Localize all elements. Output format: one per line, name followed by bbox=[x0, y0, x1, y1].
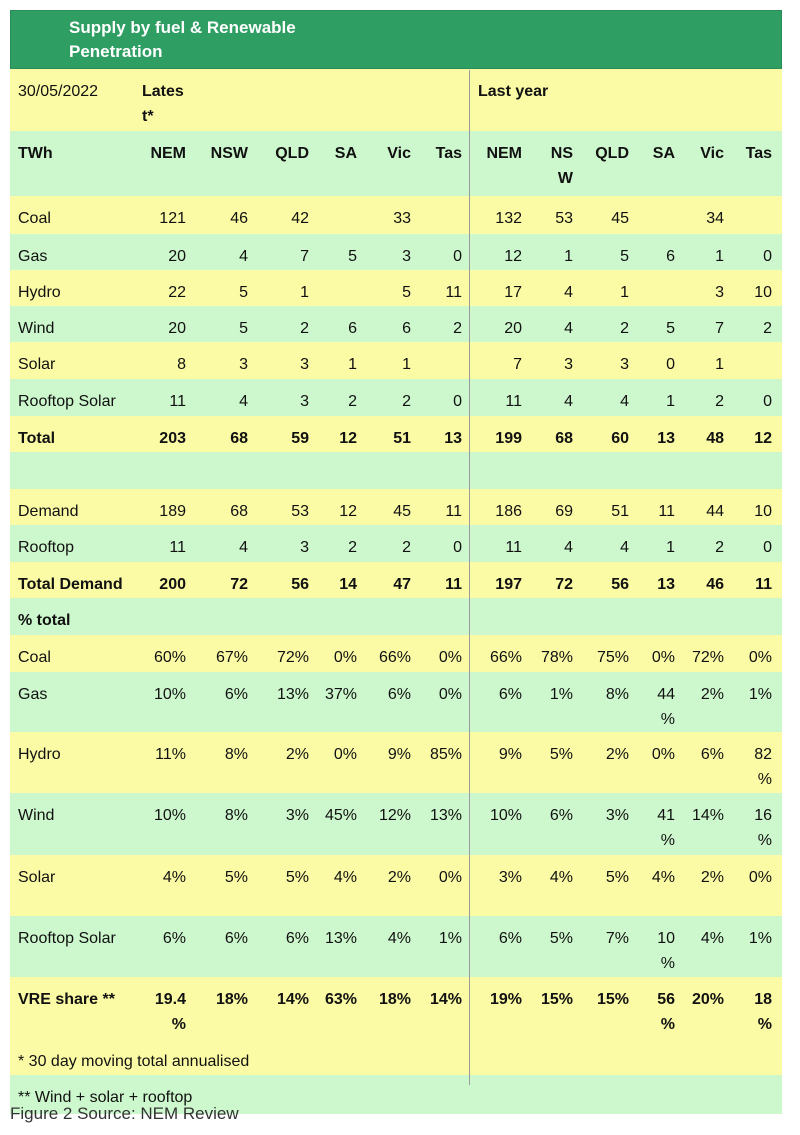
table-body bbox=[10, 69, 782, 1114]
table-cell: 56 % bbox=[657, 991, 675, 1033]
table-cell: 0% bbox=[748, 869, 772, 886]
table-cell: 45 bbox=[611, 210, 629, 227]
table-cell: 7 bbox=[300, 248, 309, 265]
table-cell: 2 bbox=[715, 393, 724, 410]
table-cell: 4 bbox=[564, 539, 573, 556]
table-cell: 19% bbox=[489, 991, 522, 1008]
table-cell: 2 bbox=[300, 320, 309, 337]
table-cell: 4 bbox=[239, 248, 248, 265]
table-cell: 0 bbox=[763, 539, 772, 556]
table-cell: 45 bbox=[393, 503, 411, 520]
table-cell: 19.4 % bbox=[154, 991, 186, 1033]
table-cell: 13 bbox=[444, 430, 462, 447]
table-cell: 5 bbox=[348, 248, 357, 265]
table-cell: 4% bbox=[651, 869, 675, 886]
table-cell: 3% bbox=[498, 869, 522, 886]
table-cell: 4 bbox=[564, 393, 573, 410]
table-cell: 0% bbox=[333, 649, 357, 666]
table-cell: 2% bbox=[700, 686, 724, 703]
table-cell: 4 bbox=[620, 539, 629, 556]
table-cell: 72% bbox=[691, 649, 724, 666]
table-cell: 6 bbox=[402, 320, 411, 337]
table-cell: 0% bbox=[438, 649, 462, 666]
table-cell: 11 bbox=[169, 539, 186, 556]
column-header: Vic bbox=[387, 145, 411, 162]
table-cell: 4% bbox=[549, 869, 573, 886]
table-row bbox=[10, 342, 782, 379]
column-header: NEM bbox=[150, 145, 186, 162]
table-cell: 6% bbox=[285, 930, 309, 947]
table-cell: 2% bbox=[387, 869, 411, 886]
table-cell: 17 bbox=[504, 284, 522, 301]
table-cell: 3 bbox=[300, 356, 309, 373]
table-cell: 34 bbox=[706, 210, 724, 227]
table-cell: 2% bbox=[605, 746, 629, 763]
table-cell: 12 bbox=[339, 503, 357, 520]
header-row bbox=[10, 69, 782, 131]
row-label: Solar bbox=[18, 356, 56, 373]
figure-caption: Figure 2 Source: NEM Review bbox=[10, 1104, 239, 1123]
table-cell: 7 bbox=[715, 320, 724, 337]
table-cell: 3% bbox=[285, 807, 309, 824]
table-cell: 0% bbox=[438, 686, 462, 703]
column-header: QLD bbox=[275, 145, 309, 162]
table-cell: 2 bbox=[348, 539, 357, 556]
row-label: Demand bbox=[18, 503, 79, 520]
table-cell: 6% bbox=[700, 746, 724, 763]
table-row bbox=[10, 452, 782, 489]
table-cell: 46 bbox=[230, 210, 248, 227]
column-divider bbox=[469, 70, 470, 1085]
table-cell: 10 bbox=[754, 503, 772, 520]
table-cell: 2 bbox=[402, 539, 411, 556]
table-cell: 8% bbox=[224, 807, 248, 824]
table-cell: 0% bbox=[651, 746, 675, 763]
table-cell: 0 bbox=[453, 393, 462, 410]
table-cell: 15% bbox=[540, 991, 573, 1008]
table-cell: 37% bbox=[324, 686, 357, 703]
footnote: * 30 day moving total annualised bbox=[18, 1053, 250, 1070]
table-cell: 14% bbox=[429, 991, 462, 1008]
table-cell: 53 bbox=[291, 503, 309, 520]
table-cell: 44 % bbox=[657, 686, 675, 728]
table-cell: 5% bbox=[605, 869, 629, 886]
table-cell: 0% bbox=[748, 649, 772, 666]
table-cell: 1 bbox=[402, 356, 411, 373]
table-row bbox=[10, 489, 782, 525]
table-row bbox=[10, 306, 782, 342]
table-cell: 5% bbox=[549, 930, 573, 947]
table-cell: 4% bbox=[700, 930, 724, 947]
table-cell: 14 bbox=[339, 576, 357, 593]
table-cell: 11 bbox=[445, 284, 462, 301]
table-cell: 4 bbox=[239, 539, 248, 556]
row-label: Coal bbox=[18, 649, 51, 666]
table-cell: 66% bbox=[378, 649, 411, 666]
table-cell: 59 bbox=[291, 430, 309, 447]
table-cell: 0% bbox=[651, 649, 675, 666]
table-row bbox=[10, 416, 782, 452]
row-label: Rooftop Solar bbox=[18, 393, 116, 410]
table-title-bar bbox=[10, 10, 782, 69]
column-header: NS W bbox=[550, 145, 573, 187]
table-cell: 44 bbox=[706, 503, 724, 520]
footnote: ** Wind + solar + rooftop bbox=[18, 1089, 193, 1106]
footnote-row bbox=[10, 1039, 782, 1075]
column-header: NSW bbox=[210, 145, 248, 162]
table-row bbox=[10, 234, 782, 270]
table-row bbox=[10, 855, 782, 916]
table-cell: 51 bbox=[393, 430, 411, 447]
table-cell: 14% bbox=[691, 807, 724, 824]
table-cell: 3 bbox=[564, 356, 573, 373]
table-cell: 200 bbox=[159, 576, 186, 593]
table-cell: 85% bbox=[429, 746, 462, 763]
table-row bbox=[10, 379, 782, 416]
table-cell: 8% bbox=[605, 686, 629, 703]
table-cell: 3 bbox=[620, 356, 629, 373]
table-cell: 6% bbox=[498, 686, 522, 703]
row-label: Rooftop bbox=[18, 539, 75, 556]
table-cell: 1% bbox=[549, 686, 573, 703]
table-cell: 66% bbox=[489, 649, 522, 666]
row-label: Rooftop Solar bbox=[18, 930, 116, 947]
table-cell: 7% bbox=[605, 930, 629, 947]
table-cell: 2% bbox=[285, 746, 309, 763]
table-cell: 82 % bbox=[754, 746, 772, 788]
table-cell: 53 bbox=[555, 210, 573, 227]
table-cell: 1 bbox=[564, 248, 573, 265]
table-cell: 121 bbox=[159, 210, 186, 227]
table-cell: 6% bbox=[498, 930, 522, 947]
table-cell: 197 bbox=[495, 576, 522, 593]
table-cell: 5% bbox=[285, 869, 309, 886]
table-row bbox=[10, 793, 782, 855]
table-cell: 11 bbox=[505, 393, 522, 410]
table-cell: 5% bbox=[549, 746, 573, 763]
table-cell: 0% bbox=[333, 746, 357, 763]
table-cell: 6% bbox=[224, 930, 248, 947]
table-cell: 1 bbox=[300, 284, 309, 301]
table-cell: 47 bbox=[393, 576, 411, 593]
table-cell: 68 bbox=[230, 503, 248, 520]
last-year-label: Last year bbox=[478, 83, 549, 100]
table-cell: 78% bbox=[540, 649, 573, 666]
table-cell: 15% bbox=[596, 991, 629, 1008]
table-cell: 14% bbox=[276, 991, 309, 1008]
table-cell: 10% bbox=[489, 807, 522, 824]
table-row bbox=[10, 598, 782, 635]
table-cell: 1 bbox=[620, 284, 629, 301]
table-cell: 2% bbox=[700, 869, 724, 886]
table-cell: 1 bbox=[715, 248, 724, 265]
table-cell: 60% bbox=[153, 649, 186, 666]
table-cell: 13% bbox=[276, 686, 309, 703]
table-cell: 42 bbox=[291, 210, 309, 227]
table-cell: 18 % bbox=[754, 991, 772, 1033]
table-cell: 20 bbox=[504, 320, 522, 337]
table-cell: 13 bbox=[657, 576, 675, 593]
table-cell: 5 bbox=[239, 320, 248, 337]
latest-label: Lates t* bbox=[142, 83, 184, 125]
row-label: Wind bbox=[18, 807, 55, 824]
table-cell: 10 bbox=[754, 284, 772, 301]
table-cell: 5 bbox=[402, 284, 411, 301]
table-cell: 6% bbox=[162, 930, 186, 947]
table-cell: 12 bbox=[339, 430, 357, 447]
units-label: TWh bbox=[18, 145, 53, 162]
row-label: VRE share ** bbox=[18, 991, 115, 1008]
table-cell: 4 bbox=[564, 320, 573, 337]
table-cell: 41 % bbox=[657, 807, 675, 849]
table-cell: 20 bbox=[168, 320, 186, 337]
table-row bbox=[10, 916, 782, 977]
table-cell: 72 bbox=[230, 576, 248, 593]
table-cell: 11 bbox=[445, 576, 462, 593]
table-row bbox=[10, 525, 782, 562]
table-cell: 11 bbox=[169, 393, 186, 410]
row-label: Gas bbox=[18, 248, 48, 265]
table-cell: 33 bbox=[393, 210, 411, 227]
table-cell: 11 bbox=[658, 503, 675, 520]
table-cell: 45% bbox=[324, 807, 357, 824]
table-cell: 11 bbox=[755, 576, 772, 593]
supply-table bbox=[10, 10, 782, 1114]
table-cell: 22 bbox=[168, 284, 186, 301]
table-cell: 1% bbox=[748, 686, 772, 703]
table-cell: 10% bbox=[153, 686, 186, 703]
column-header: QLD bbox=[595, 145, 629, 162]
table-cell: 4 bbox=[239, 393, 248, 410]
row-label: Total Demand bbox=[18, 576, 123, 593]
table-row bbox=[10, 196, 782, 234]
table-cell: 2 bbox=[715, 539, 724, 556]
table-cell: 0% bbox=[438, 869, 462, 886]
table-cell: 0 bbox=[763, 393, 772, 410]
table-cell: 0 bbox=[666, 356, 675, 373]
row-label: Solar bbox=[18, 869, 56, 886]
table-row bbox=[10, 635, 782, 672]
table-cell: 3 bbox=[300, 539, 309, 556]
table-cell: 72 bbox=[555, 576, 573, 593]
table-cell: 199 bbox=[495, 430, 522, 447]
table-cell: 16 % bbox=[754, 807, 772, 849]
table-cell: 2 bbox=[620, 320, 629, 337]
table-cell: 9% bbox=[498, 746, 522, 763]
table-cell: 3 bbox=[239, 356, 248, 373]
table-cell: 1 bbox=[715, 356, 724, 373]
date-label: 30/05/2022 bbox=[18, 83, 99, 100]
table-cell: 5 bbox=[666, 320, 675, 337]
table-cell: 12 bbox=[754, 430, 772, 447]
table-cell: 4 bbox=[564, 284, 573, 301]
table-cell: 3% bbox=[605, 807, 629, 824]
table-cell: 0 bbox=[453, 248, 462, 265]
table-cell: 5% bbox=[224, 869, 248, 886]
table-cell: 9% bbox=[387, 746, 411, 763]
table-cell: 7 bbox=[513, 356, 522, 373]
table-cell: 3 bbox=[300, 393, 309, 410]
row-label: Coal bbox=[18, 210, 51, 227]
table-cell: 12% bbox=[378, 807, 411, 824]
table-cell: 4% bbox=[162, 869, 186, 886]
table-cell: 4% bbox=[387, 930, 411, 947]
table-cell: 2 bbox=[348, 393, 357, 410]
column-header-row bbox=[10, 131, 782, 196]
table-row bbox=[10, 270, 782, 306]
table-cell: 56 bbox=[291, 576, 309, 593]
row-label: Total bbox=[18, 430, 56, 447]
table-cell: 60 bbox=[611, 430, 629, 447]
table-cell: 4 bbox=[620, 393, 629, 410]
table-cell: 18% bbox=[215, 991, 248, 1008]
table-cell: 1 bbox=[348, 356, 357, 373]
table-cell: 10% bbox=[153, 807, 186, 824]
table-row bbox=[10, 977, 782, 1039]
column-header: Vic bbox=[700, 145, 724, 162]
table-cell: 2 bbox=[453, 320, 462, 337]
table-cell: 46 bbox=[706, 576, 724, 593]
table-cell: 11% bbox=[155, 746, 186, 763]
table-cell: 20% bbox=[691, 991, 724, 1008]
table-cell: 1% bbox=[748, 930, 772, 947]
table-cell: 48 bbox=[706, 430, 724, 447]
table-cell: 6% bbox=[387, 686, 411, 703]
table-cell: 68 bbox=[555, 430, 573, 447]
table-cell: 13% bbox=[324, 930, 357, 947]
table-cell: 13 bbox=[657, 430, 675, 447]
table-cell: 20 bbox=[168, 248, 186, 265]
row-label: Gas bbox=[18, 686, 48, 703]
table-title: Supply by fuel & Renewable Penetration bbox=[69, 18, 296, 61]
table-cell: 2 bbox=[402, 393, 411, 410]
table-cell: 18% bbox=[378, 991, 411, 1008]
row-label: Hydro bbox=[18, 746, 61, 763]
table-cell: 0 bbox=[763, 248, 772, 265]
table-cell: 6% bbox=[224, 686, 248, 703]
row-label: % total bbox=[18, 612, 71, 629]
table-cell: 1 bbox=[666, 539, 675, 556]
table-row bbox=[10, 672, 782, 732]
column-header: NEM bbox=[486, 145, 522, 162]
table-cell: 67% bbox=[215, 649, 248, 666]
table-cell: 63% bbox=[324, 991, 357, 1008]
column-header: SA bbox=[652, 145, 675, 162]
table-row bbox=[10, 732, 782, 793]
table-cell: 189 bbox=[159, 503, 186, 520]
table-cell: 5 bbox=[620, 248, 629, 265]
table-cell: 1 bbox=[666, 393, 675, 410]
table-cell: 8% bbox=[224, 746, 248, 763]
column-header: Tas bbox=[435, 145, 462, 162]
table-cell: 8 bbox=[177, 356, 186, 373]
table-cell: 132 bbox=[495, 210, 522, 227]
table-cell: 3 bbox=[402, 248, 411, 265]
table-cell: 5 bbox=[239, 284, 248, 301]
table-cell: 11 bbox=[445, 503, 462, 520]
table-cell: 68 bbox=[230, 430, 248, 447]
table-cell: 4% bbox=[333, 869, 357, 886]
table-cell: 12 bbox=[504, 248, 522, 265]
table-cell: 3 bbox=[715, 284, 724, 301]
table-cell: 6% bbox=[549, 807, 573, 824]
table-cell: 186 bbox=[495, 503, 522, 520]
table-cell: 203 bbox=[159, 430, 186, 447]
table-cell: 56 bbox=[611, 576, 629, 593]
table-cell: 13% bbox=[429, 807, 462, 824]
table-cell: 69 bbox=[555, 503, 573, 520]
table-cell: 1% bbox=[438, 930, 462, 947]
table-cell: 0 bbox=[453, 539, 462, 556]
column-header: Tas bbox=[745, 145, 772, 162]
table-cell: 75% bbox=[596, 649, 629, 666]
table-cell: 6 bbox=[348, 320, 357, 337]
row-label: Wind bbox=[18, 320, 55, 337]
table-row bbox=[10, 562, 782, 598]
column-header: SA bbox=[334, 145, 357, 162]
table-cell: 10 % bbox=[657, 930, 675, 972]
table-cell: 11 bbox=[505, 539, 522, 556]
row-label: Hydro bbox=[18, 284, 61, 301]
table-cell: 72% bbox=[276, 649, 309, 666]
table-cell: 6 bbox=[666, 248, 675, 265]
table-cell: 2 bbox=[763, 320, 772, 337]
table-cell: 51 bbox=[611, 503, 629, 520]
